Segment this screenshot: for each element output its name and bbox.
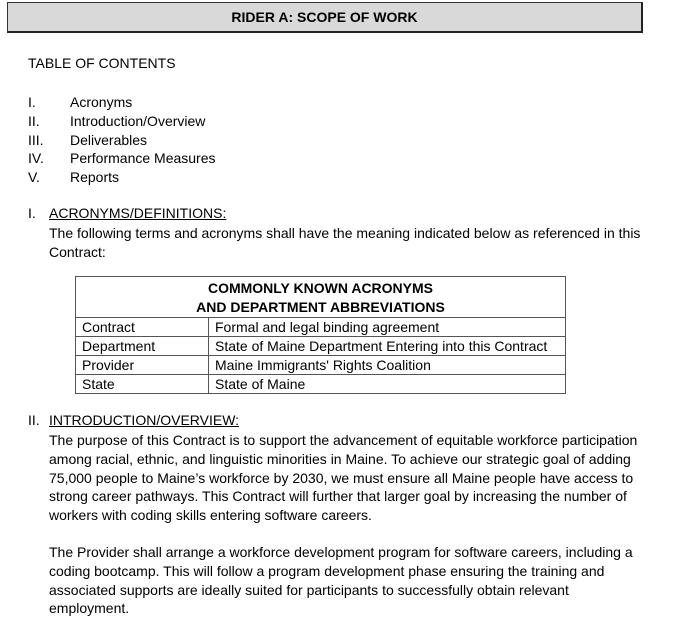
document-title: RIDER A: SCOPE OF WORK bbox=[231, 9, 418, 25]
table-of-contents bbox=[28, 93, 216, 187]
toc-item bbox=[28, 168, 216, 187]
toc-item-number: III. bbox=[28, 131, 44, 148]
introduction-paragraph-2: The Provider shall arrange a workforce development program for software careers, including a coding bootcamp. This will follow a program development phase ensuring the training and associated supports are ideally suited for participants to successfully obtain relevant employment. bbox=[49, 544, 633, 617]
section-heading-introduction bbox=[28, 412, 239, 428]
term-cell: State bbox=[76, 375, 209, 394]
table-row bbox=[76, 337, 566, 356]
toc-item-number: I. bbox=[28, 94, 36, 110]
acronyms-table bbox=[75, 276, 566, 394]
table-row bbox=[76, 356, 566, 375]
section-title: INTRODUCTION/OVERVIEW: bbox=[49, 412, 240, 428]
definition-cell: State of Maine Department Entering into this Contract bbox=[209, 337, 566, 356]
table-heading bbox=[76, 277, 566, 318]
table-heading-line1: COMMONLY KNOWN ACRONYMS bbox=[207, 280, 434, 296]
term-cell: Contract bbox=[76, 318, 209, 337]
toc-item-label: Performance Measures bbox=[70, 150, 216, 167]
toc-item-number: IV. bbox=[28, 150, 44, 167]
toc-item bbox=[28, 131, 216, 150]
table-row bbox=[76, 375, 566, 394]
toc-item bbox=[28, 149, 216, 168]
toc-item-label: Introduction/Overview bbox=[70, 112, 206, 129]
acronyms-intro: The following terms and acronyms shall have the meaning indicated below as referenced in this Contract: bbox=[49, 225, 641, 260]
table-row bbox=[76, 318, 566, 337]
toc-item bbox=[28, 112, 216, 131]
toc-title: TABLE OF CONTENTS bbox=[28, 55, 176, 71]
term-cell: Department bbox=[76, 337, 209, 356]
toc-item-number: II. bbox=[28, 112, 40, 129]
table-heading-line2: AND DEPARTMENT ABBREVIATIONS bbox=[196, 299, 445, 315]
definition-cell: State of Maine bbox=[209, 375, 566, 394]
toc-item-label: Acronyms bbox=[70, 94, 133, 110]
definition-cell: Formal and legal binding agreement bbox=[209, 318, 566, 337]
section-number: II. bbox=[28, 412, 40, 428]
document-header bbox=[7, 2, 643, 33]
section-title: ACRONYMS/DEFINITIONS: bbox=[49, 205, 227, 221]
toc-item-label: Deliverables bbox=[70, 131, 148, 148]
definition-cell: Maine Immigrants' Rights Coalition bbox=[209, 356, 566, 375]
section-heading-acronyms bbox=[28, 205, 226, 221]
toc-item bbox=[28, 93, 216, 112]
toc-item-number: V. bbox=[28, 169, 40, 186]
section-number: I. bbox=[28, 205, 36, 221]
table-header-row bbox=[76, 277, 566, 318]
introduction-paragraph-1: The purpose of this Contract is to support the advancement of equitable workforce participation among racial, ethnic, and linguistic minorities in Maine. To achieve our strategic goal of adding 75,000 people to Maine’s workforce by 2030, we must ensure all Maine people have access to strong career pathways. This Contract will further that larger goal by increasing the number of workers with coding skills entering software careers. bbox=[49, 432, 638, 524]
toc-item-label: Reports bbox=[70, 169, 120, 186]
term-cell: Provider bbox=[76, 356, 209, 375]
